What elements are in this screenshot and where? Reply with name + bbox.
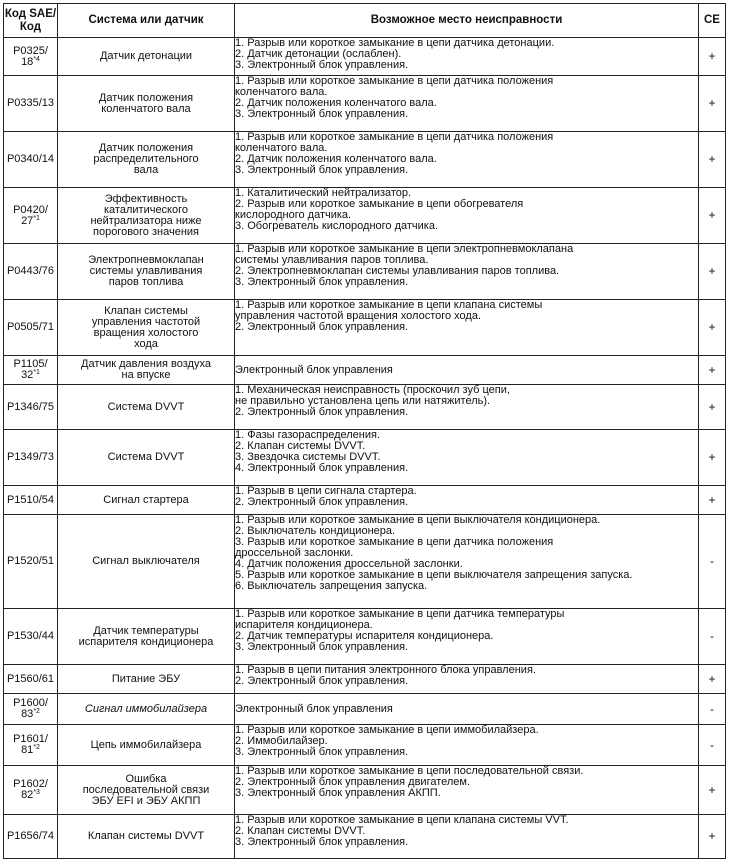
fault-cell: [235, 430, 699, 486]
footnote-mark: *4: [33, 55, 40, 63]
fault-line: коленчатого вала.: [235, 142, 328, 154]
code-cell: [4, 132, 58, 188]
system-cell: [58, 132, 235, 188]
system-cell: [58, 725, 235, 766]
system-text: Сигнал выключателя: [92, 555, 200, 567]
fault-cell: [235, 38, 699, 76]
fault-line: 1. Разрыв или короткое замыкание в цепи датчика положения: [235, 131, 554, 143]
system-text: Цепь иммобилайзера: [90, 738, 202, 751]
system-text: Система DVVT: [107, 400, 185, 413]
table-row: [4, 430, 726, 486]
fault-cell: [235, 300, 699, 356]
code-text: P1520/51: [6, 555, 55, 567]
system-text: Датчик положения распределительного вала: [93, 142, 199, 176]
table-row: [4, 300, 726, 356]
table-row: [4, 385, 726, 430]
fault-line: 3. Звездочка системы DVVT.: [235, 451, 381, 463]
table-row: [4, 244, 726, 300]
fault-line: 2. Электропневмоклапан системы улавливания паров топлива.: [235, 265, 560, 277]
table-row: [4, 356, 726, 385]
code-text: P1602/ 82: [13, 778, 48, 801]
table-row: [4, 132, 726, 188]
system-cell: [58, 815, 235, 859]
code-text: P0325/ 18: [13, 44, 48, 68]
fault-line: 3. Электронный блок управления.: [235, 836, 409, 848]
system-text: Питание ЭБУ: [111, 672, 181, 685]
table-row: [4, 665, 726, 694]
header-row: [4, 4, 726, 38]
ce-cell: -: [699, 725, 726, 766]
fault-line: 2. Электронный блок управления.: [235, 675, 409, 687]
fault-line: 3. Электронный блок управления.: [235, 59, 409, 71]
fault-cell: [235, 385, 699, 430]
fault-line: 2. Датчик положения коленчатого вала.: [235, 153, 437, 165]
table-body: [4, 38, 726, 859]
fault-line: 2. Датчик детонации (ослаблен).: [235, 48, 402, 60]
fault-line: системы улавливания паров топлива.: [235, 254, 429, 266]
fault-line: 1. Разрыв или короткое замыкание в цепи последовательной связи.: [235, 765, 584, 777]
table-row: [4, 76, 726, 132]
fault-line: 2. Разрыв или короткое замыкание в цепи обогревателя: [235, 198, 524, 210]
code-cell: [4, 300, 58, 356]
fault-line: дроссельной заслонки.: [235, 547, 354, 559]
header-ce: CE: [699, 4, 726, 38]
fault-line: Электронный блок управления: [235, 363, 393, 376]
code-text: P0420/ 27: [13, 203, 48, 227]
fault-line: 2. Выключатель кондиционера.: [235, 525, 396, 537]
footnote-mark: *2: [33, 744, 40, 751]
header-fault: Возможное место неисправности: [235, 4, 699, 38]
fault-line: 1. Каталитический нейтрализатор.: [235, 187, 412, 199]
fault-cell: [235, 486, 699, 515]
fault-line: 3. Электронный блок управления.: [235, 641, 409, 653]
fault-line: 3. Электронный блок управления.: [235, 746, 409, 758]
ce-cell: +: [699, 815, 726, 859]
ce-cell: +: [699, 132, 726, 188]
table-row: [4, 609, 726, 665]
fault-line: не правильно установлена цепь или натяжитель).: [235, 395, 491, 407]
system-text: Клапан системы DVVT: [87, 830, 205, 842]
fault-line: 2. Датчик температуры испарителя кондиционера.: [235, 630, 494, 642]
fault-cell: [235, 766, 699, 815]
system-cell: [58, 188, 235, 244]
header-code-text: Код SAE/ Код: [4, 7, 57, 33]
fault-cell: [235, 815, 699, 859]
fault-line: 1. Разрыв или короткое замыкание в цепи клапана системы VVT.: [235, 814, 569, 826]
fault-line: 1. Разрыв или короткое замыкание в цепи электропневмоклапана: [235, 243, 574, 255]
code-cell: [4, 766, 58, 815]
header-system: Система или датчик: [58, 4, 235, 38]
table-row: [4, 38, 726, 76]
ce-cell: -: [699, 609, 726, 665]
ce-cell: +: [699, 356, 726, 385]
table-row: [4, 766, 726, 815]
ce-cell: +: [699, 430, 726, 486]
fault-line: 1. Разрыв или короткое замыкание в цепи клапана системы: [235, 299, 543, 311]
fault-line: коленчатого вала.: [235, 86, 328, 98]
fault-line: 4. Электронный блок управления.: [235, 462, 409, 474]
fault-line: 2. Иммобилайзер.: [235, 735, 328, 747]
system-text: Датчик детонации: [99, 50, 193, 62]
footnote-mark: *1: [33, 214, 40, 222]
dtc-table: [3, 3, 726, 859]
system-cell: [58, 486, 235, 515]
ce-cell: -: [699, 694, 726, 725]
code-text: P1530/44: [6, 630, 55, 642]
system-cell: [58, 665, 235, 694]
table-row: [4, 515, 726, 609]
system-text: Сигнал иммобилайзера: [84, 702, 208, 715]
code-cell: [4, 430, 58, 486]
table-row: [4, 815, 726, 859]
fault-line: 1. Разрыв в цепи сигнала стартера.: [235, 485, 417, 497]
fault-line: 2. Клапан системы DVVT.: [235, 440, 366, 452]
footnote-mark: *3: [33, 789, 40, 796]
ce-cell: -: [699, 515, 726, 609]
code-text: P1510/54: [6, 493, 55, 506]
system-cell: [58, 76, 235, 132]
dtc-table-page: [3, 3, 726, 859]
code-cell: [4, 725, 58, 766]
system-text: Сигнал стартера: [103, 493, 189, 506]
ce-cell: +: [699, 38, 726, 76]
fault-line: 2. Электронный блок управления.: [235, 321, 409, 333]
fault-line: 1. Разрыв или короткое замыкание в цепи датчика детонации.: [235, 37, 555, 49]
fault-line: Электронный блок управления: [235, 702, 393, 715]
code-text: P1346/75: [6, 400, 55, 413]
ce-cell: +: [699, 385, 726, 430]
ce-cell: +: [699, 486, 726, 515]
fault-cell: [235, 356, 699, 385]
footnote-mark: *1: [33, 369, 40, 376]
system-cell: [58, 515, 235, 609]
code-cell: [4, 385, 58, 430]
system-cell: [58, 385, 235, 430]
code-text: P1600/ 83: [13, 697, 48, 720]
code-cell: [4, 188, 58, 244]
system-cell: [58, 609, 235, 665]
fault-cell: [235, 609, 699, 665]
fault-line: 6. Выключатель запрещения запуска.: [235, 580, 428, 592]
fault-line: 1. Разрыв или короткое замыкание в цепи иммобилайзера.: [235, 724, 539, 736]
fault-line: 3. Разрыв или короткое замыкание в цепи датчика положения: [235, 536, 554, 548]
code-cell: [4, 665, 58, 694]
ce-cell: +: [699, 188, 726, 244]
ce-cell: +: [699, 76, 726, 132]
fault-line: 1. Механическая неисправность (проскочил зуб цепи,: [235, 384, 510, 396]
code-text: P1601/ 81: [13, 733, 48, 756]
fault-line: 3. Электронный блок управления АКПП.: [235, 787, 441, 799]
fault-cell: [235, 725, 699, 766]
fault-cell: [235, 188, 699, 244]
fault-cell: [235, 694, 699, 725]
code-cell: [4, 694, 58, 725]
table-row: [4, 694, 726, 725]
system-text: Датчик давления воздуха на впуске: [81, 358, 211, 381]
system-cell: [58, 766, 235, 815]
fault-line: 5. Разрыв или короткое замыкание в цепи выключателя запрещения запуска.: [235, 569, 633, 581]
fault-cell: [235, 76, 699, 132]
fault-line: кислородного датчика.: [235, 209, 352, 221]
table-row: [4, 486, 726, 515]
code-cell: [4, 609, 58, 665]
system-cell: [58, 300, 235, 356]
system-text: Система DVVT: [107, 451, 185, 463]
ce-cell: +: [699, 244, 726, 300]
code-cell: [4, 38, 58, 76]
fault-line: 1. Разрыв или короткое замыкание в цепи датчика температуры: [235, 608, 565, 620]
table-row: [4, 188, 726, 244]
code-text: P1560/61: [6, 672, 55, 685]
system-text: Клапан системы управления частотой вращения холостого хода: [91, 304, 201, 350]
fault-cell: [235, 665, 699, 694]
fault-cell: [235, 132, 699, 188]
fault-line: 1. Разрыв в цепи питания электронного блока управления.: [235, 664, 536, 676]
code-text: P1105/ 32: [13, 358, 48, 381]
fault-cell: [235, 244, 699, 300]
code-text: P0335/13: [6, 97, 55, 109]
ce-cell: +: [699, 766, 726, 815]
code-cell: [4, 486, 58, 515]
footnote-mark: *2: [33, 708, 40, 715]
fault-line: 2. Датчик положения коленчатого вала.: [235, 97, 437, 109]
code-cell: [4, 815, 58, 859]
system-cell: [58, 244, 235, 300]
code-text: P1349/73: [6, 451, 55, 463]
code-text: P0340/14: [6, 153, 55, 165]
system-cell: [58, 38, 235, 76]
table-row: [4, 725, 726, 766]
fault-line: 1. Фазы газораспределения.: [235, 429, 381, 441]
fault-line: 3. Электронный блок управления.: [235, 276, 409, 288]
system-text: Датчик температуры испарителя кондиционера: [78, 624, 214, 648]
code-cell: [4, 76, 58, 132]
ce-cell: +: [699, 300, 726, 356]
code-cell: [4, 244, 58, 300]
header-code: [4, 4, 58, 38]
fault-line: испарителя кондиционера.: [235, 619, 373, 631]
fault-line: 3. Электронный блок управления.: [235, 164, 409, 176]
system-text: Датчик положения коленчатого вала: [98, 91, 194, 115]
system-cell: [58, 356, 235, 385]
fault-line: 2. Электронный блок управления.: [235, 496, 409, 508]
fault-line: 1. Разрыв или короткое замыкание в цепи датчика положения: [235, 75, 554, 87]
fault-line: 3. Обогреватель кислородного датчика.: [235, 220, 439, 232]
fault-line: 2. Клапан системы DVVT.: [235, 825, 366, 837]
ce-cell: +: [699, 665, 726, 694]
fault-line: 2. Электронный блок управления.: [235, 406, 409, 418]
system-cell: [58, 694, 235, 725]
system-text: Ошибка последовательной связи ЭБУ EFI и ЭБУ АКПП: [82, 772, 210, 807]
fault-line: 1. Разрыв или короткое замыкание в цепи выключателя кондиционера.: [235, 514, 601, 526]
code-text: P0443/76: [6, 265, 55, 277]
fault-cell: [235, 515, 699, 609]
code-cell: [4, 356, 58, 385]
code-cell: [4, 515, 58, 609]
code-text: P0505/71: [6, 321, 55, 333]
system-cell: [58, 430, 235, 486]
fault-line: управления частотой вращения холостого хода.: [235, 310, 482, 322]
system-text: Электропневмоклапан системы улавливания паров топлива: [88, 254, 204, 288]
code-text: P1656/74: [6, 830, 55, 842]
fault-line: 3. Электронный блок управления.: [235, 108, 409, 120]
system-text: Эффективность каталитического нейтрализатора ниже порогового значения: [90, 192, 202, 238]
fault-line: 2. Электронный блок управления двигателем.: [235, 776, 471, 788]
fault-line: 4. Датчик положения дроссельной заслонки.: [235, 558, 463, 570]
